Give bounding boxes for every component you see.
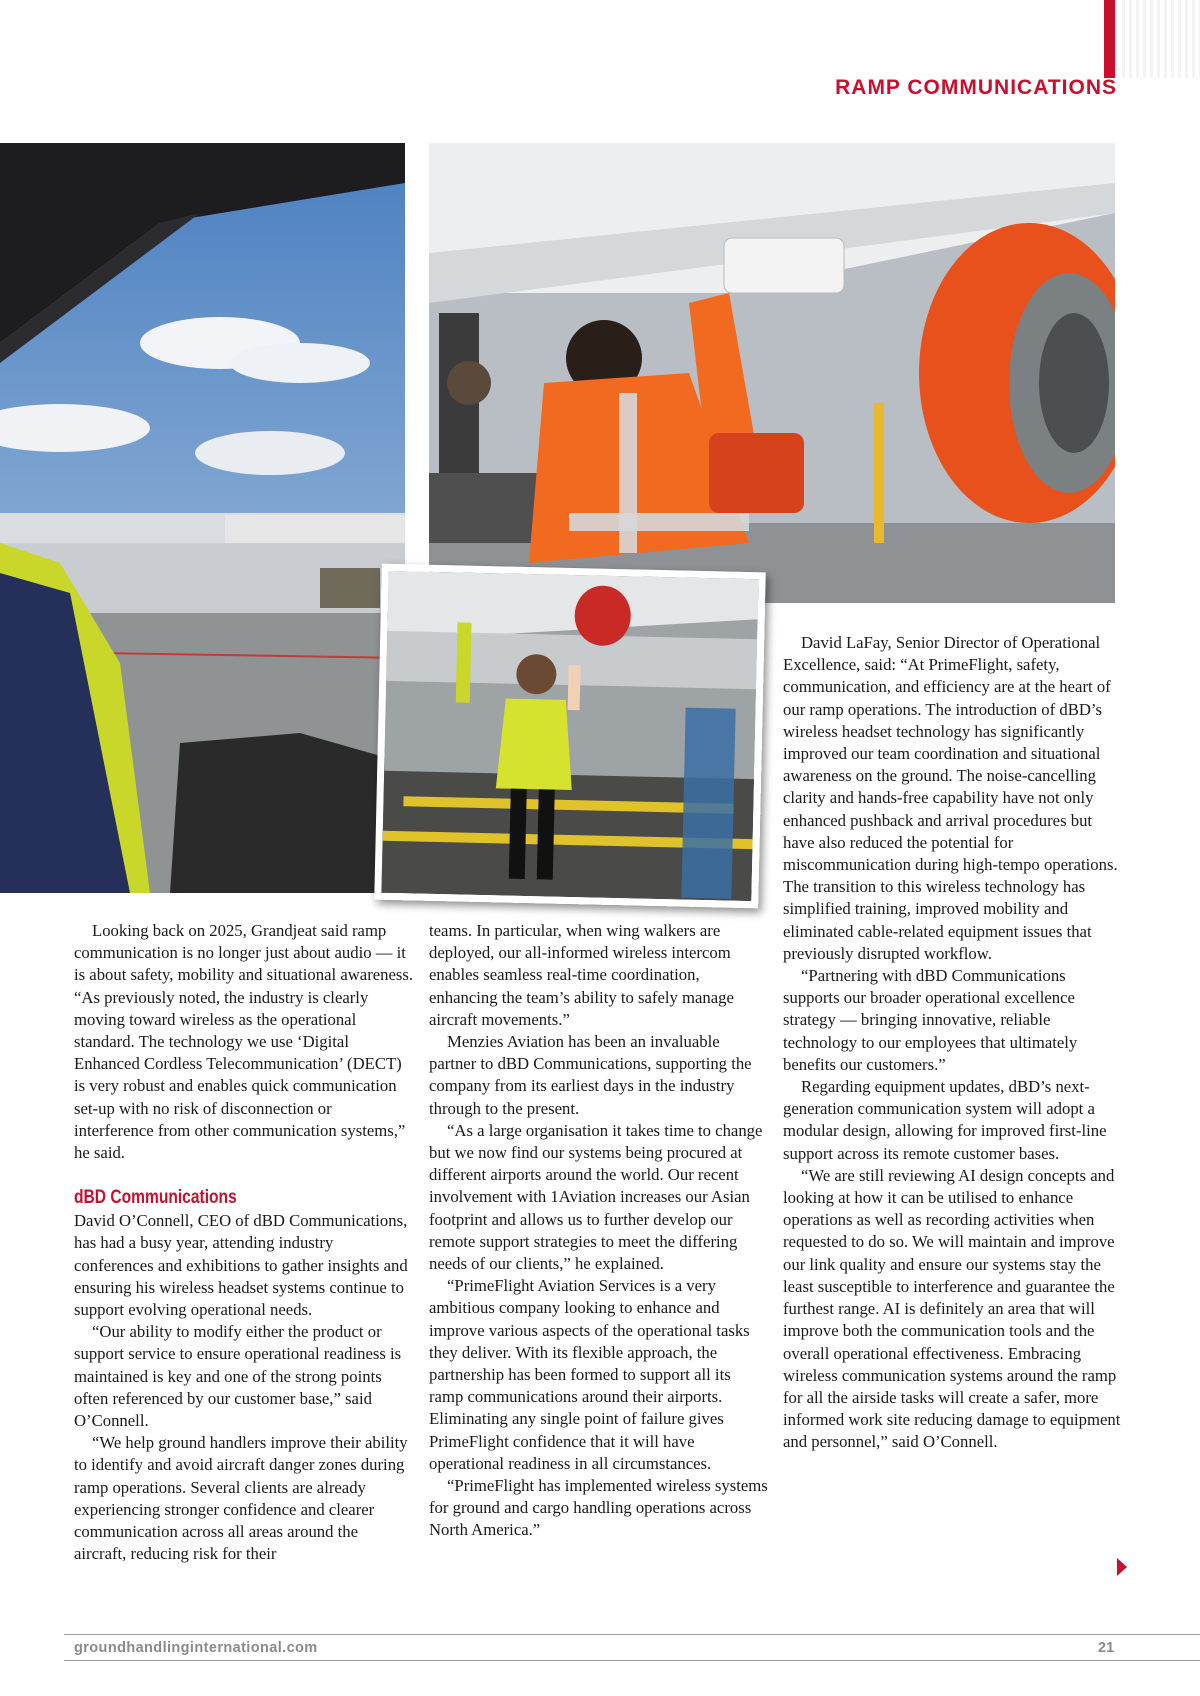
smiling-ground-handler-with-headset-photo bbox=[381, 571, 758, 901]
paragraph: “As a large organisation it takes time to change but we now find our systems being procured at different airports around the world. Our recent involvement with 1Aviation increases our Asian footprint and allows us to further develop our remote support strategies to meet the differing needs of our clients,” he explained. bbox=[429, 1120, 763, 1274]
photo-ramp-window-view bbox=[0, 143, 405, 893]
header-stripe-pattern bbox=[1115, 0, 1200, 78]
paragraph: “Our ability to modify either the product or support service to ensure operational readiness is maintained is key and one of the strong points often referenced by our customer base,” said O’Connell. bbox=[74, 1322, 402, 1431]
page-number: 21 bbox=[1098, 1640, 1115, 1656]
article-column-1 bbox=[74, 920, 414, 1565]
paragraph: teams. In particular, when wing walkers are deployed, our all-informed wireless intercom enables seamless real-time coordination, enhancing the team’s ability to safely manage aircraft movements.” bbox=[429, 921, 734, 1029]
paragraph: “We are still reviewing AI design concepts and looking at how it can be utilised to enhance operations as well as recording activities when requested to do so. We will maintain and improve our link quality and ensure our systems stay the least susceptible to interference and guarantee the furthest range. AI is definitely an area that will improve both the communication tools and the overall operational effectiveness. Embracing wireless communication systems around the ramp for all the airside tasks will create a safer, more informed work site reducing damage to equipment and personnel,” said O’Connell. bbox=[783, 1165, 1121, 1452]
paragraph: “PrimeFlight Aviation Services is a very ambitious company looking to enhance and improve various aspects of the operational tasks they deliver. With its flexible approach, the partnership has been formed to support all its ramp communications around their airports. Eliminating any single point of failure gives PrimeFlight confidence that it will have operational readiness in all circumstances. bbox=[429, 1276, 750, 1473]
photo-handler-under-aircraft bbox=[429, 143, 1115, 603]
header-accent-bar bbox=[1104, 0, 1115, 78]
subheading-dbd-communications: dBD Communications bbox=[74, 1187, 237, 1209]
paragraph: “We help ground handlers improve their ability to identify and avoid aircraft danger zones during ramp operations. Several clients are already experiencing stronger confidence and clearer communication across all areas around the aircraft, reducing risk for their bbox=[74, 1433, 408, 1564]
section-title: RAMP COMMUNICATIONS bbox=[835, 76, 1117, 99]
paragraph: David LaFay, Senior Director of Operational Excellence, said: “At PrimeFlight, safety, communication, and efficiency are at the heart of our ramp operations. The introduction of dBD’s wireless headset technology has significantly improved our team coordination and situational awareness on the ground. The noise-cancelling clarity and hands-free capability have not only enhanced pushback and arrival procedures but have also reduced the potential for miscommunication during high-tempo operations. The transition to this wireless technology has simplified training, improved mobility and eliminated cable-related equipment issues that previously disrupted workflow. bbox=[783, 633, 1118, 963]
paragraph: Looking back on 2025, Grandjeat said ramp communication is no longer just about audio — it is about safety, mobility and situational awareness. “As previously noted, the industry is clearly moving toward wireless as the operational standard. The technology we use ‘Digital Enhanced Cordless Telecommunication’ (DECT) is very robust and enables quick communication set-up with no risk of disconnection or interference from other communication systems,” he said. bbox=[74, 921, 414, 1163]
photo-inset-handler-with-headset bbox=[374, 564, 766, 909]
continue-arrow-icon bbox=[1117, 1558, 1127, 1576]
paragraph: David O’Connell, CEO of dBD Communications, has had a busy year, attending industry conferences and exhibitions to gather insights and ensuring his wireless headset systems continue to support evolving operational needs. bbox=[74, 1211, 408, 1320]
paragraph: Menzies Aviation has been an invaluable partner to dBD Communications, supporting the company from its earliest days in the industry through to the present. bbox=[429, 1032, 752, 1118]
footer-rule-top bbox=[64, 1634, 1200, 1635]
ground-handler-in-orange-hi-vis-under-aircraft-photo bbox=[429, 143, 1115, 603]
article-column-3 bbox=[783, 632, 1123, 1454]
footer-rule-bottom bbox=[64, 1660, 1200, 1661]
paragraph: Regarding equipment updates, dBD’s next-generation communication system will adopt a modular design, allowing for improved first-line support across its remote customer bases. bbox=[783, 1077, 1107, 1163]
footer-website: groundhandlinginternational.com bbox=[74, 1640, 318, 1656]
paragraph: “PrimeFlight has implemented wireless systems for ground and cargo handling operations across North America.” bbox=[429, 1476, 768, 1540]
article-column-2 bbox=[429, 920, 769, 1542]
paragraph: “Partnering with dBD Communications supports our broader operational excellence strategy — bringing innovative, reliable technology to our employees that ultimately benefits our customers.” bbox=[783, 966, 1078, 1074]
ramp-view-through-vehicle-window-photo bbox=[0, 143, 405, 893]
